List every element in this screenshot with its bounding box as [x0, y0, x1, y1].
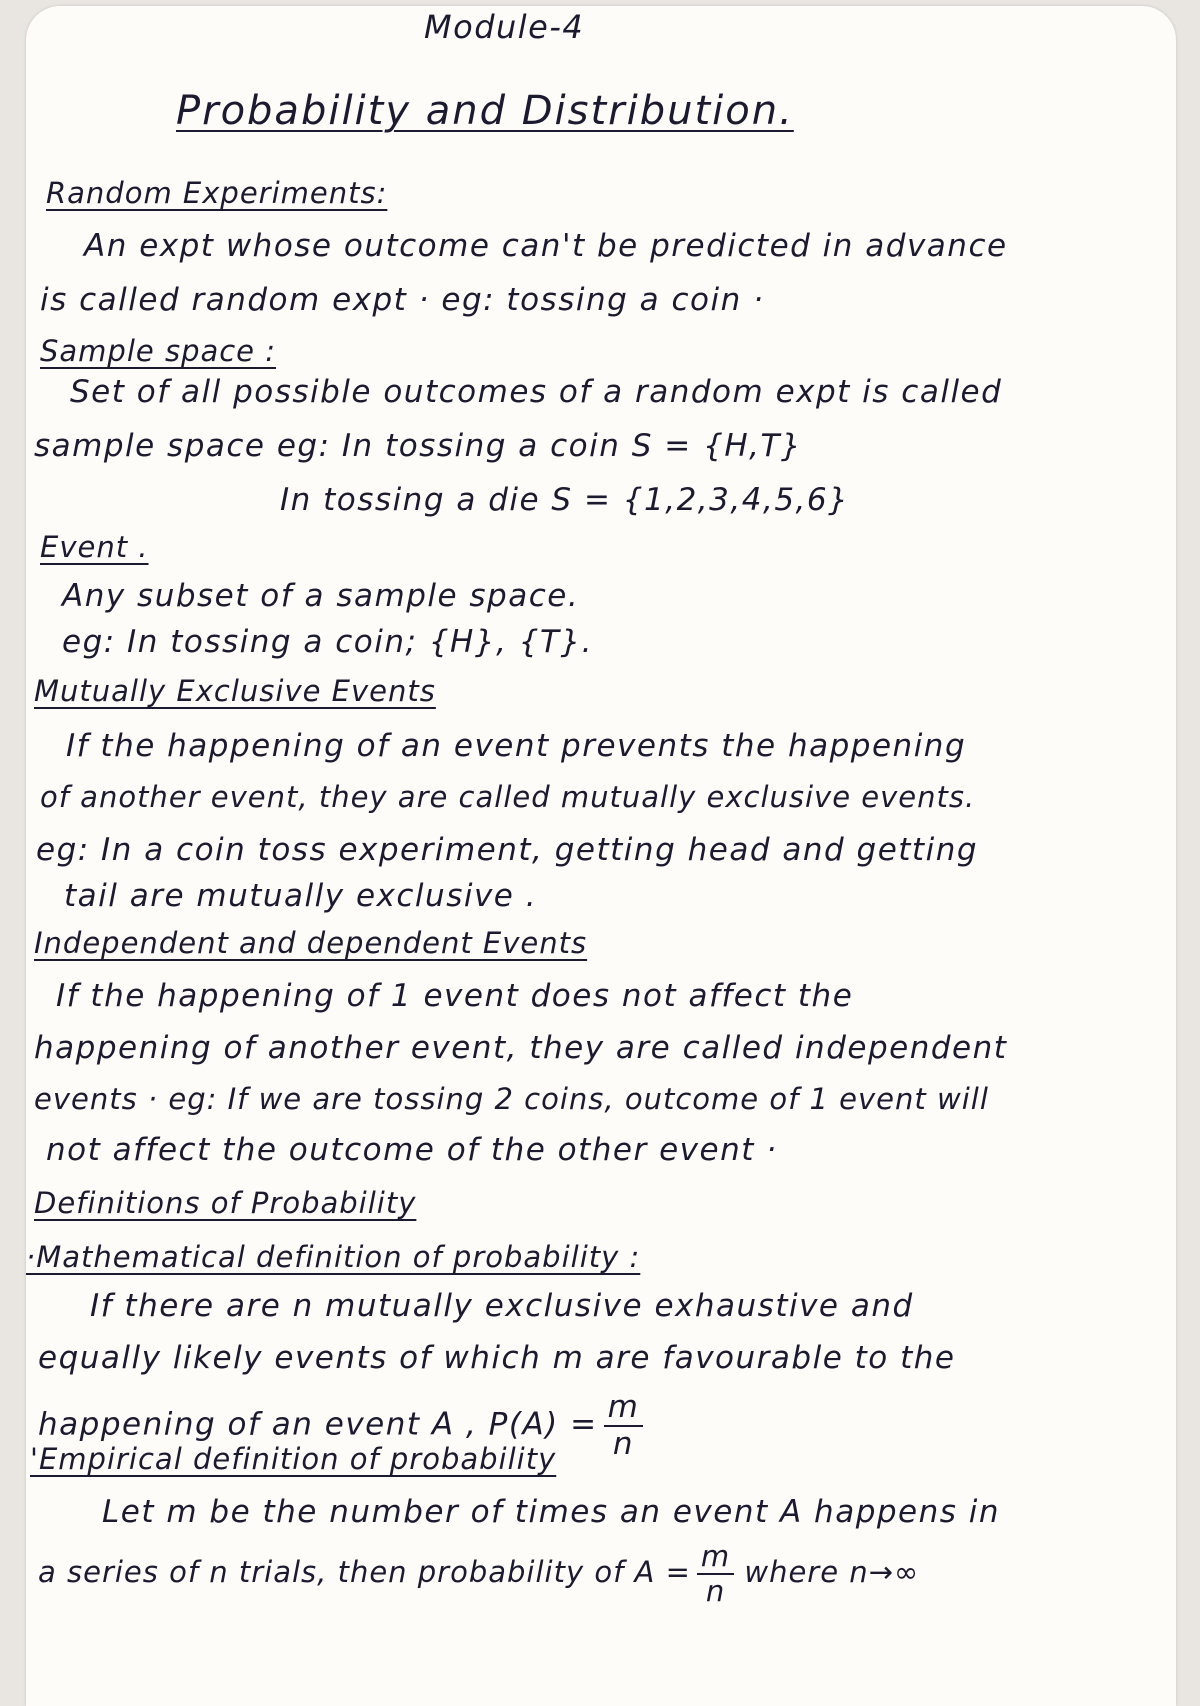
mathematical-heading: ·Mathematical definition of probability : [26, 1240, 641, 1274]
empirical-fraction [697, 1539, 734, 1608]
mutually-exclusive-heading: Mutually Exclusive Events [34, 674, 436, 708]
fraction-denominator: n [612, 1426, 634, 1462]
independent-line-1: If the happening of 1 event does not affect the [56, 978, 854, 1014]
empirical-line-2-limit: where n→∞ [744, 1555, 920, 1589]
event-heading: Event . [40, 530, 149, 564]
empirical-heading: 'Empirical definition of probability [30, 1442, 557, 1476]
empirical-denominator: n [705, 1574, 726, 1608]
mutual-line-2: of another event, they are called mutually exclusive events. [40, 780, 976, 814]
random-line-1: An expt whose outcome can't be predicted in advance [84, 228, 1008, 264]
mathematical-line-3-text: happening of an event A , P(A) = [38, 1406, 598, 1443]
sample-line-3: In tossing a die S = {1,2,3,4,5,6} [280, 482, 850, 518]
mutual-line-1: If the happening of an event prevents the happening [66, 728, 967, 764]
empirical-line-2-text: a series of n trials, then probability of A = [38, 1555, 691, 1589]
sample-line-2: sample space eg: In tossing a coin S = {H,T} [34, 428, 803, 464]
independent-heading: Independent and dependent Events [34, 926, 588, 960]
definitions-heading: Definitions of Probability [34, 1186, 417, 1220]
mathematical-line-1: If there are n mutually exclusive exhaustive and [90, 1288, 914, 1324]
page-title: Probability and Distribution. [176, 88, 794, 134]
fraction-numerator: m [604, 1392, 644, 1427]
notebook-page [26, 6, 1176, 1706]
sample-line-1: Set of all possible outcomes of a random expt is called [70, 374, 1003, 410]
empirical-numerator: m [697, 1542, 734, 1575]
empirical-line-2 [38, 1539, 920, 1608]
empirical-line-1: Let m be the number of times an event A happens in [102, 1494, 1001, 1530]
event-line-2: eg: In tossing a coin; {H}, {T}. [62, 624, 594, 660]
event-line-1: Any subset of a sample space. [62, 578, 580, 614]
independent-line-4: not affect the outcome of the other event · [46, 1132, 778, 1168]
independent-line-2: happening of another event, they are called independent [34, 1030, 1008, 1066]
mathematical-line-2: equally likely events of which m are favourable to the [38, 1340, 956, 1376]
independent-line-3: events · eg: If we are tossing 2 coins, outcome of 1 event will [34, 1082, 989, 1116]
probability-fraction [604, 1389, 644, 1462]
random-line-2: is called random expt · eg: tossing a coin · [40, 282, 765, 318]
random-experiments-heading: Random Experiments: [46, 176, 388, 210]
mutual-line-4: tail are mutually exclusive . [64, 878, 538, 914]
module-label: Module-4 [424, 8, 585, 46]
sample-space-heading: Sample space : [40, 334, 277, 368]
mutual-line-3: eg: In a coin toss experiment, getting head and getting [36, 832, 979, 868]
